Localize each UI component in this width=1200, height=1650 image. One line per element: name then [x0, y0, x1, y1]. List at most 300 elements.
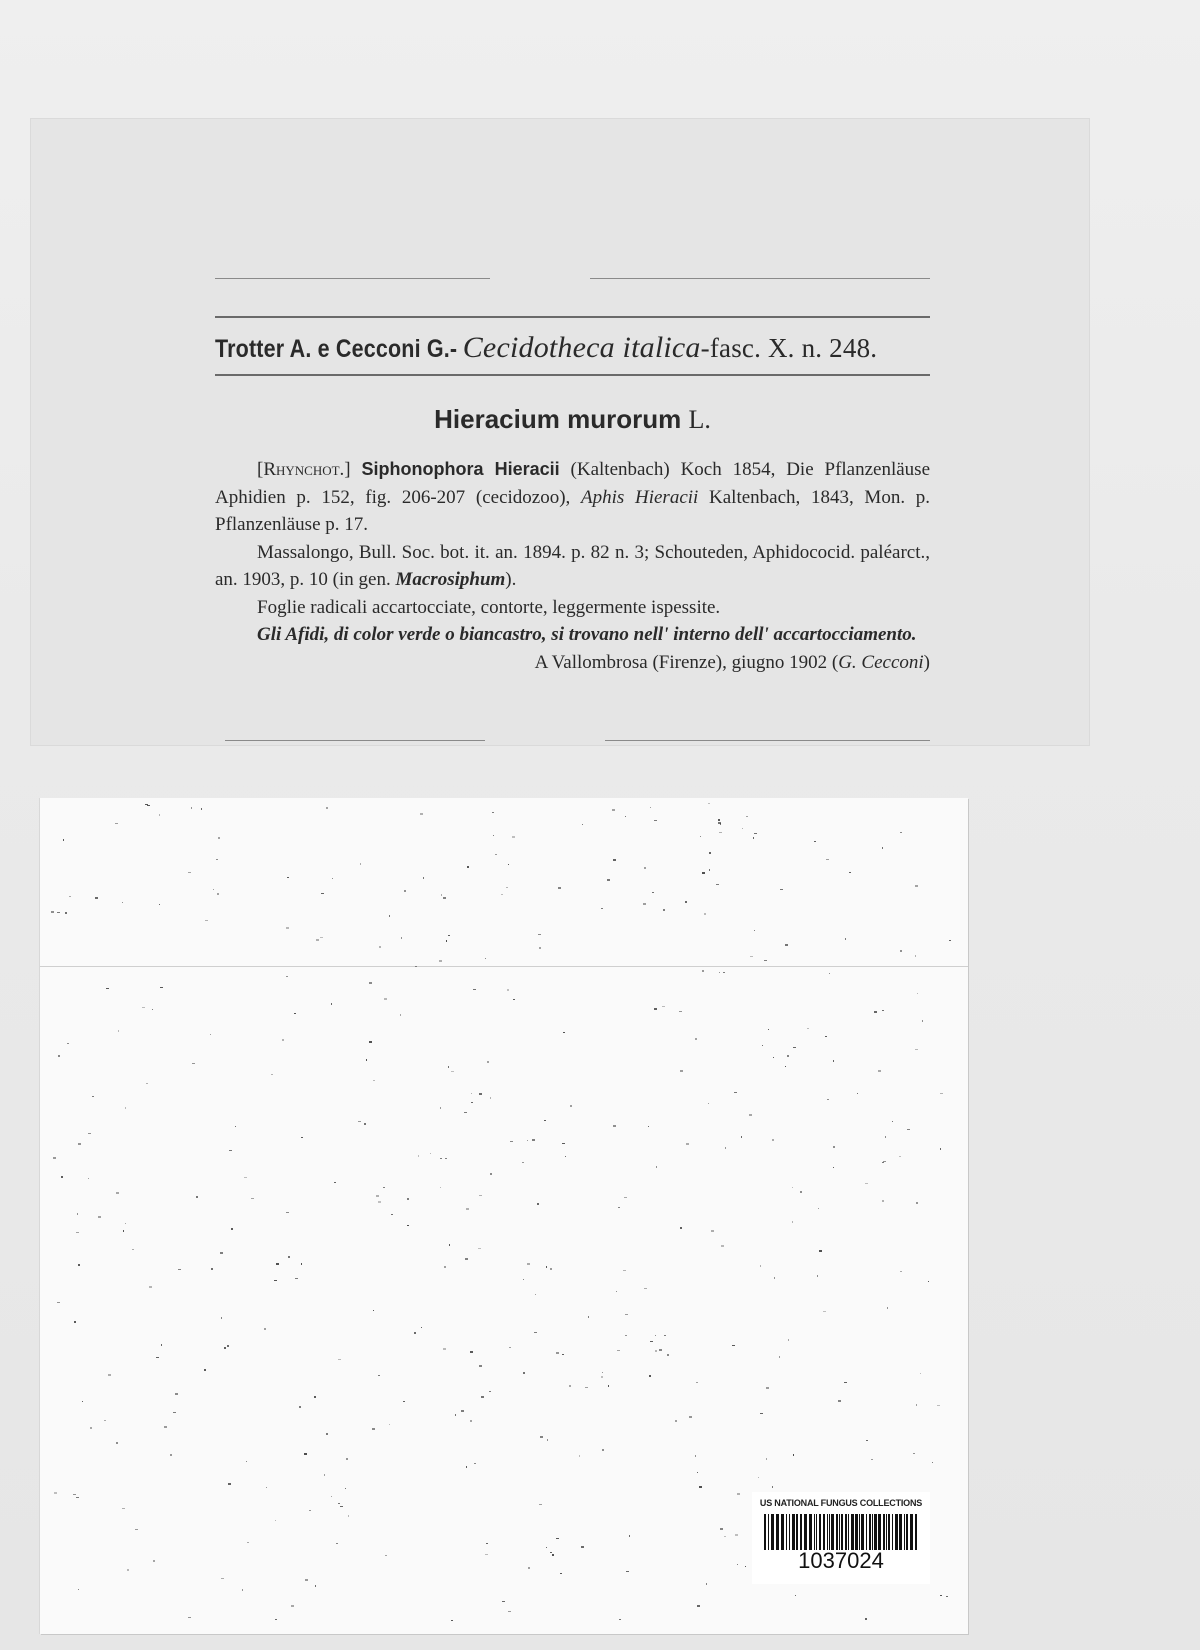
- debris-speck: [648, 1126, 649, 1127]
- debris-speck: [582, 824, 583, 825]
- debris-speck: [624, 1197, 627, 1198]
- debris-speck: [562, 1143, 565, 1144]
- debris-speck: [440, 1187, 441, 1188]
- debris-speck: [916, 1404, 917, 1406]
- debris-speck: [732, 1345, 735, 1346]
- debris-speck: [838, 1400, 841, 1402]
- debris-speck: [602, 1449, 604, 1451]
- barcode-bar: [855, 1514, 858, 1550]
- debris-speck: [67, 1043, 69, 1044]
- debris-speck: [814, 841, 816, 842]
- debris-speck: [164, 1426, 167, 1428]
- collection-locality: [215, 649, 930, 677]
- debris-speck: [900, 832, 902, 833]
- debris-speck: [336, 1543, 338, 1544]
- debris-speck: [644, 867, 646, 869]
- debris-speck: [266, 1487, 267, 1488]
- debris-speck: [507, 989, 509, 991]
- debris-speck: [721, 1245, 724, 1247]
- debris-speck: [485, 1554, 488, 1555]
- barcode-bar: [866, 1514, 867, 1550]
- debris-speck: [680, 1227, 682, 1229]
- debris-speck: [332, 878, 333, 879]
- debris-speck: [228, 1483, 231, 1485]
- debris-speck: [192, 1063, 195, 1064]
- debris-speck: [369, 1041, 372, 1043]
- debris-speck: [470, 1351, 473, 1353]
- debris-speck: [915, 1049, 918, 1050]
- debris-speck: [708, 803, 710, 804]
- debris-speck: [581, 1546, 584, 1548]
- debris-speck: [766, 1458, 767, 1460]
- debris-speck: [95, 897, 98, 899]
- debris-speck: [882, 1010, 884, 1011]
- top-rule-right: [590, 278, 930, 279]
- debris-speck: [295, 1278, 298, 1279]
- debris-speck: [608, 1385, 609, 1387]
- debris-speck: [122, 1508, 125, 1509]
- debris-speck: [404, 890, 406, 892]
- barcode-bar: [869, 1514, 871, 1550]
- debris-speck: [360, 863, 361, 865]
- debris-speck: [928, 1281, 929, 1282]
- debris-speck: [734, 1092, 737, 1093]
- debris-speck: [227, 1345, 229, 1347]
- debris-speck: [817, 1275, 818, 1277]
- debris-speck: [366, 1059, 367, 1061]
- debris-speck: [708, 1103, 709, 1104]
- debris-speck: [474, 1463, 476, 1464]
- barcode-bar: [874, 1514, 877, 1550]
- barcode-institution: US NATIONAL FUNGUS COLLECTIONS: [759, 1498, 923, 1508]
- debris-speck: [675, 1420, 677, 1422]
- debris-speck: [448, 1066, 449, 1068]
- debris-speck: [508, 864, 509, 865]
- debris-speck: [825, 1036, 827, 1037]
- debris-speck: [702, 970, 704, 972]
- debris-speck: [464, 1112, 467, 1113]
- barcode-bar: [792, 1514, 795, 1550]
- reference-1: (Kaltenbach) Koch 1854, Die Pflanzenläuse Aphidien p. 152, fig. 206-207 (cecidozoo),: [215, 459, 931, 508]
- debris-speck: [57, 1302, 60, 1303]
- debris-speck: [865, 1183, 868, 1184]
- debris-speck: [441, 894, 442, 896]
- debris-speck: [629, 1535, 630, 1537]
- debris-speck: [563, 1032, 565, 1033]
- debris-speck: [338, 1503, 340, 1504]
- debris-speck: [724, 1536, 726, 1537]
- debris-speck: [719, 972, 720, 973]
- debris-speck: [220, 1252, 223, 1254]
- debris-speck: [247, 1542, 249, 1543]
- debris-speck: [745, 1566, 746, 1567]
- debris-speck: [201, 808, 202, 810]
- debris-speck: [142, 1007, 145, 1008]
- debris-speck: [613, 1125, 616, 1127]
- debris-speck: [550, 1268, 552, 1270]
- debris-speck: [204, 1369, 206, 1371]
- debris-speck: [403, 1401, 405, 1402]
- reference-2: Kaltenbach, 1843, Mon. p. Pflanzenläuse p. 17.: [215, 486, 931, 535]
- debris-speck: [486, 1543, 488, 1544]
- debris-speck: [423, 877, 424, 879]
- debris-speck: [88, 1178, 89, 1179]
- debris-speck: [358, 1121, 361, 1122]
- fascicle-number: -fasc. X. n. 248.: [700, 333, 878, 363]
- debris-speck: [274, 1280, 277, 1281]
- debris-speck: [506, 887, 508, 888]
- debris-speck: [175, 1393, 178, 1395]
- debris-speck: [242, 1589, 243, 1591]
- barcode-bar: [796, 1514, 798, 1550]
- debris-speck: [383, 1187, 385, 1188]
- debris-speck: [98, 1216, 101, 1218]
- debris-speck: [320, 937, 323, 938]
- debris-speck: [562, 1354, 564, 1355]
- debris-speck: [288, 1256, 290, 1258]
- debris-speck: [523, 1372, 525, 1374]
- debris-speck: [420, 813, 423, 815]
- debris-speck: [481, 1396, 484, 1398]
- debris-speck: [246, 1461, 247, 1462]
- debris-speck: [656, 1166, 657, 1168]
- barcode-bar: [859, 1514, 860, 1550]
- debris-speck: [523, 1279, 524, 1280]
- debris-speck: [146, 1083, 148, 1084]
- barcode-bar: [764, 1514, 766, 1550]
- gall-species: Siphonophora Hieracii: [361, 459, 560, 479]
- debris-speck: [213, 889, 214, 890]
- debris-speck: [510, 1141, 513, 1142]
- debris-speck: [667, 1354, 669, 1356]
- debris-speck: [73, 1494, 76, 1495]
- debris-speck: [742, 828, 743, 829]
- debris-speck: [331, 1496, 332, 1497]
- debris-speck: [125, 1223, 126, 1224]
- debris-speck: [818, 1208, 819, 1209]
- debris-speck: [772, 1486, 773, 1488]
- debris-speck: [418, 1155, 419, 1157]
- debris-speck: [900, 1271, 902, 1272]
- debris-speck: [619, 1619, 621, 1620]
- debris-speck: [159, 904, 160, 905]
- debris-speck: [451, 1071, 454, 1072]
- debris-speck: [152, 1009, 153, 1010]
- debris-speck: [369, 982, 372, 984]
- debris-speck: [178, 1269, 181, 1270]
- debris-speck: [379, 946, 381, 948]
- debris-speck: [625, 816, 626, 817]
- debris-speck: [348, 1515, 349, 1517]
- debris-speck: [556, 1538, 559, 1539]
- debris-speck: [617, 1350, 620, 1351]
- debris-speck: [51, 911, 54, 913]
- debris-speck: [527, 1263, 530, 1265]
- debris-speck: [391, 1214, 393, 1215]
- debris-speck: [191, 807, 192, 809]
- debris-speck: [709, 869, 710, 871]
- debris-speck: [123, 1230, 124, 1232]
- barcode-bar: [816, 1514, 817, 1550]
- debris-speck: [508, 1611, 511, 1612]
- debris-speck: [758, 1477, 759, 1478]
- barcode-bar: [839, 1514, 840, 1550]
- literature-text: Massalongo, Bull. Soc. bot. it. an. 1894. p. 82 n. 3; Schouteden, Aphidococid. paléarct., an. 1903, p. 10 (in gen.: [215, 541, 930, 590]
- debris-speck: [372, 1428, 375, 1430]
- debris-speck: [623, 1270, 626, 1271]
- debris-speck: [793, 1454, 794, 1456]
- debris-speck: [704, 913, 706, 915]
- debris-speck: [439, 960, 442, 962]
- barcode-bar: [878, 1514, 881, 1550]
- debris-speck: [345, 1488, 346, 1489]
- debris-speck: [625, 1314, 628, 1315]
- debris-speck: [78, 1264, 80, 1266]
- barcode-bar: [804, 1514, 807, 1550]
- debris-speck: [301, 1137, 303, 1138]
- debris-speck: [741, 1136, 742, 1138]
- debris-speck: [479, 1195, 482, 1196]
- barcode-bar: [789, 1514, 790, 1550]
- debris-speck: [401, 937, 402, 939]
- debris-speck: [305, 1579, 308, 1581]
- debris-speck: [807, 1028, 809, 1029]
- debris-speck: [779, 1356, 780, 1358]
- debris-speck: [844, 1382, 847, 1383]
- debris-speck: [652, 892, 654, 893]
- debris-speck: [718, 822, 721, 824]
- debris-speck: [440, 1107, 441, 1109]
- host-author: L.: [688, 405, 711, 434]
- debris-speck: [885, 1136, 886, 1138]
- barcode-bar: [800, 1514, 802, 1550]
- debris-speck: [465, 1258, 468, 1260]
- debris-speck: [338, 1359, 341, 1360]
- debris-speck: [315, 1585, 316, 1587]
- barcode-bar: [819, 1514, 821, 1550]
- barcode-bar: [823, 1514, 825, 1550]
- debris-speck: [82, 1401, 83, 1402]
- debris-speck: [275, 1520, 276, 1521]
- debris-speck: [159, 814, 160, 816]
- debris-speck: [716, 884, 719, 885]
- debris-speck: [613, 859, 616, 861]
- debris-speck: [612, 809, 615, 811]
- debris-speck: [643, 903, 646, 905]
- debris-speck: [467, 866, 469, 868]
- debris-speck: [602, 1372, 603, 1373]
- debris-speck: [560, 1573, 562, 1574]
- debris-speck: [737, 1564, 738, 1565]
- locality-date: A Vallombrosa (Firenze), giugno 1902 (: [534, 651, 839, 673]
- debris-speck: [78, 1589, 79, 1590]
- debris-speck: [650, 807, 651, 808]
- host-plant: [200, 404, 945, 435]
- debris-speck: [340, 1506, 343, 1507]
- debris-speck: [188, 1617, 191, 1618]
- debris-speck: [244, 1177, 247, 1178]
- host-name: Hieracium murorum: [434, 404, 682, 434]
- debris-speck: [449, 1244, 450, 1246]
- barcode-bar: [827, 1514, 828, 1550]
- debris-speck: [849, 872, 851, 873]
- debris-speck: [286, 976, 288, 977]
- series-name: Cecidotheca italica: [462, 331, 701, 364]
- debris-speck: [845, 938, 846, 940]
- barcode-bar: [848, 1514, 849, 1550]
- debris-speck: [773, 1057, 774, 1058]
- debris-speck: [294, 1013, 296, 1014]
- debris-speck: [440, 1158, 442, 1159]
- debris-speck: [326, 807, 328, 809]
- debris-speck: [188, 872, 191, 873]
- debris-speck: [754, 930, 755, 931]
- bottom-rule-left: [225, 740, 485, 741]
- debris-speck: [485, 958, 486, 959]
- header-rule-bottom: [215, 374, 930, 376]
- debris-speck: [800, 1191, 802, 1193]
- debris-speck: [57, 912, 60, 913]
- barcode-bar: [895, 1514, 898, 1550]
- debris-speck: [149, 1286, 152, 1288]
- debris-speck: [793, 1047, 796, 1048]
- debris-speck: [788, 1339, 789, 1341]
- debris-speck: [819, 1250, 822, 1252]
- debris-speck: [331, 1003, 332, 1005]
- debris-speck: [871, 1459, 873, 1460]
- debris-speck: [780, 889, 783, 890]
- debris-speck: [104, 1420, 106, 1421]
- debris-speck: [792, 1187, 793, 1188]
- paragraph-aphids: Gli Afidi, di color verde o biancastro, si trovano nell' interno dell' accartocciamento.: [257, 624, 917, 645]
- debris-speck: [389, 915, 390, 917]
- debris-speck: [735, 1534, 738, 1536]
- debris-speck: [88, 1133, 91, 1134]
- debris-speck: [706, 1583, 707, 1585]
- debris-speck: [251, 1198, 254, 1199]
- debris-speck: [147, 805, 150, 806]
- debris-speck: [874, 1011, 877, 1013]
- debris-speck: [915, 955, 916, 957]
- barcode-bar: [910, 1514, 913, 1550]
- barcode-bar: [899, 1514, 902, 1550]
- debris-speck: [522, 1162, 524, 1163]
- debris-speck: [473, 989, 476, 990]
- debris-speck: [659, 1349, 662, 1351]
- barcode-bar: [904, 1514, 905, 1550]
- top-rule-left: [215, 278, 490, 279]
- debris-speck: [216, 859, 218, 860]
- debris-speck: [304, 1453, 307, 1455]
- debris-speck: [702, 872, 705, 874]
- debris-speck: [700, 836, 701, 837]
- debris-speck: [217, 893, 219, 895]
- debris-speck: [444, 1266, 446, 1268]
- debris-speck: [697, 1605, 700, 1607]
- debris-speck: [489, 1391, 491, 1392]
- debris-speck: [823, 1311, 826, 1312]
- debris-speck: [655, 1350, 657, 1352]
- barcode-bar: [829, 1514, 830, 1550]
- debris-speck: [654, 820, 657, 821]
- debris-speck: [160, 987, 163, 988]
- debris-speck: [451, 1620, 453, 1621]
- debris-speck: [833, 1146, 835, 1148]
- label-description: [215, 456, 930, 676]
- debris-speck: [316, 939, 319, 941]
- debris-speck: [749, 1114, 752, 1116]
- debris-speck: [116, 1442, 118, 1444]
- debris-speck: [210, 1034, 211, 1035]
- debris-speck: [723, 972, 725, 973]
- debris-speck: [135, 1529, 138, 1530]
- debris-speck: [346, 1458, 348, 1460]
- debris-speck: [528, 1567, 530, 1569]
- locality-end: ): [923, 651, 930, 673]
- debris-speck: [785, 944, 788, 946]
- barcode-bar: [768, 1514, 769, 1550]
- debris-speck: [649, 1375, 651, 1377]
- debris-speck: [753, 837, 754, 839]
- genus-name: Macrosiphum: [395, 569, 506, 590]
- printed-label: [30, 118, 1090, 746]
- debris-speck: [626, 1571, 629, 1572]
- debris-speck: [378, 1201, 381, 1203]
- debris-speck: [570, 1105, 572, 1107]
- debris-speck: [471, 1093, 472, 1094]
- debris-speck: [455, 1414, 456, 1416]
- debris-speck: [224, 1347, 226, 1349]
- debris-speck: [762, 1045, 763, 1046]
- debris-speck: [479, 1093, 482, 1095]
- debris-speck: [448, 935, 450, 936]
- debris-speck: [376, 1195, 379, 1197]
- debris-speck: [492, 812, 494, 813]
- debris-speck: [546, 1547, 547, 1548]
- debris-speck: [324, 1474, 325, 1476]
- debris-speck: [211, 1268, 213, 1270]
- debris-speck: [625, 1335, 627, 1336]
- debris-speck: [558, 887, 561, 889]
- debris-speck: [92, 1096, 94, 1097]
- debris-speck: [709, 852, 711, 854]
- debris-speck: [882, 1200, 884, 1202]
- debris-speck: [826, 859, 829, 860]
- debris-speck: [585, 1387, 588, 1388]
- debris-speck: [156, 1357, 159, 1358]
- debris-speck: [69, 896, 71, 897]
- debris-speck: [760, 1265, 761, 1267]
- debris-speck: [231, 1228, 233, 1230]
- debris-speck: [132, 1249, 134, 1250]
- debris-speck: [421, 1327, 422, 1328]
- debris-speck: [550, 1552, 552, 1553]
- barcode-number: 1037024: [798, 1548, 884, 1573]
- barcode-bar: [906, 1514, 908, 1550]
- debris-speck: [415, 966, 417, 967]
- debris-speck: [601, 1376, 603, 1378]
- debris-speck: [772, 1139, 774, 1141]
- debris-speck: [487, 1061, 489, 1063]
- debris-speck: [470, 1420, 472, 1422]
- debris-speck: [920, 1373, 921, 1374]
- debris-speck: [77, 1213, 78, 1215]
- debris-speck: [495, 854, 497, 855]
- debris-speck: [471, 1102, 473, 1103]
- debris-speck: [65, 912, 67, 914]
- debris-speck: [535, 1294, 536, 1295]
- debris-speck: [537, 1203, 539, 1205]
